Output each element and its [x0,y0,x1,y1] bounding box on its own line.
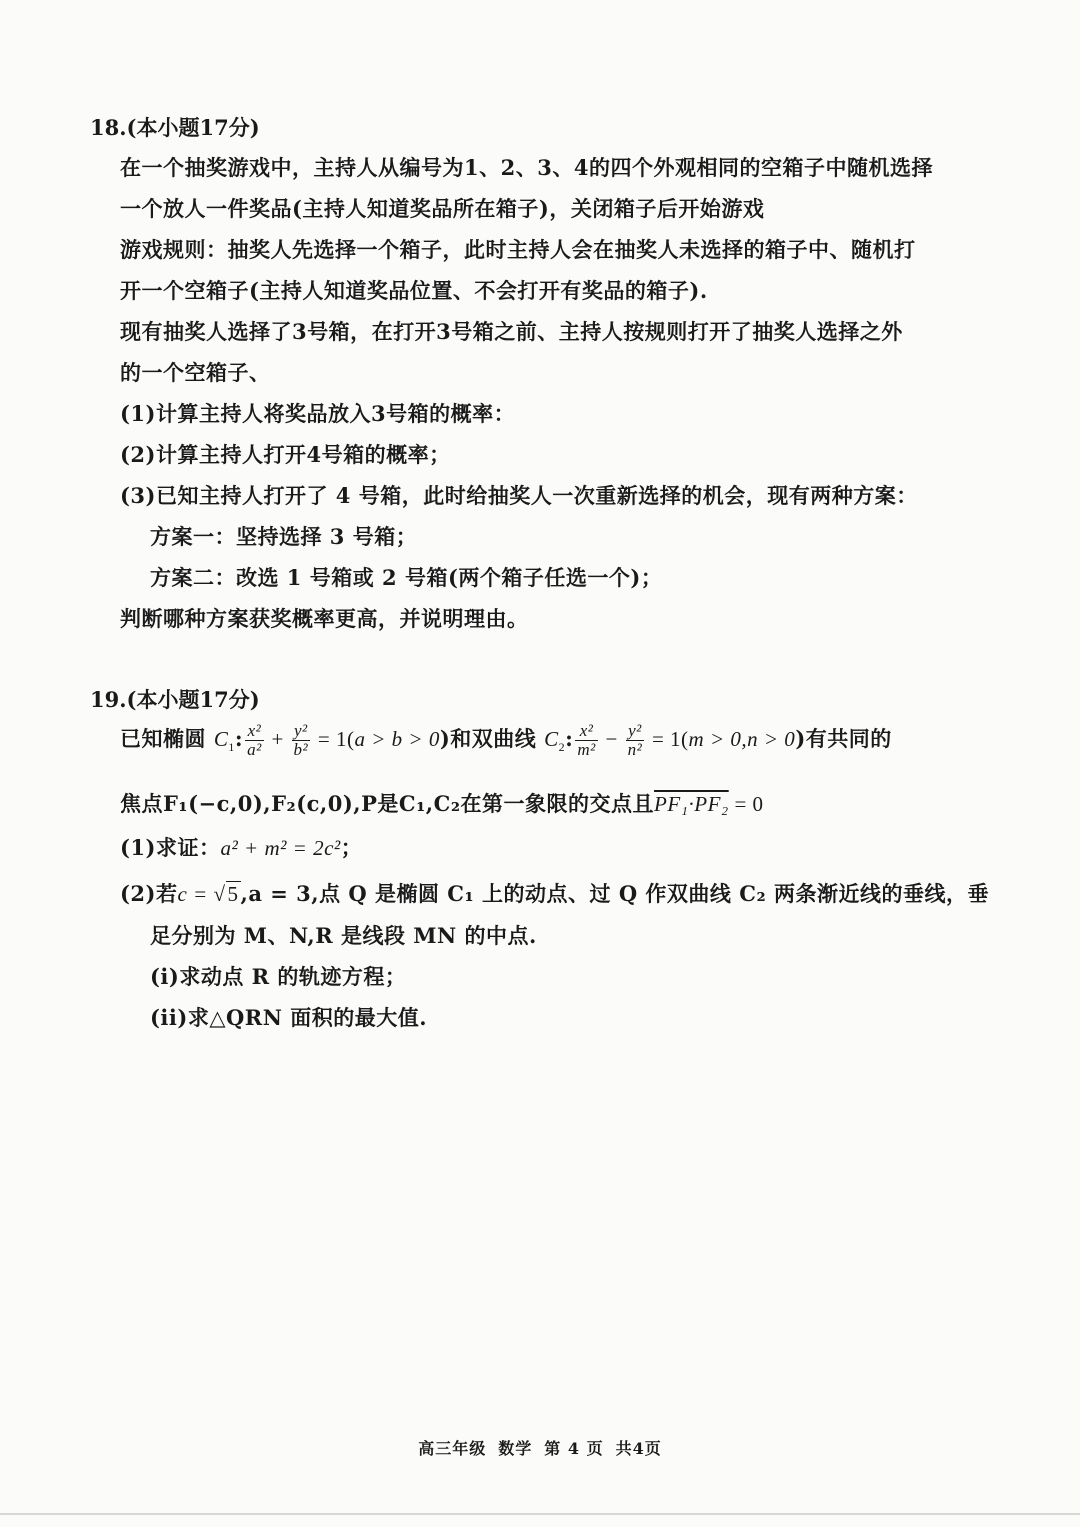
q18-line-3: 游戏规则：抽奖人先选择一个箱子，此时主持人会在抽奖人未选择的箱子中、随机打 [120,237,916,262]
q19-l2-post: = 0 [728,792,764,816]
q19-colon2: : [565,726,574,751]
q19-frac4-den: n² [627,740,643,759]
footer-page: 第 4 页 [544,1439,604,1458]
page-footer [0,1436,1080,1459]
q19-frac-y-n [626,722,645,759]
q19-l3-math: a² + m² = 2c² [220,836,341,860]
q19-frac2-num: y² [292,722,311,741]
footer-total: 共4页 [615,1439,662,1458]
q18-line-6: 的一个空箱子、 [120,360,271,385]
q19-c1-sub: 1 [228,740,235,755]
q19-l2-vectors: PF₁·PF₂ [654,792,729,816]
q19-cond2: m > 0,n > 0 [688,727,796,751]
q19-frac3-num: x² [575,722,597,741]
q19-line-1 [120,722,892,759]
q19-eq1: = 1( [312,727,355,751]
q19-minus: − [599,727,624,751]
q19-part-2 [120,878,989,908]
q19-frac3-den: m² [577,740,596,759]
q18-header: 18.(本小题17分) [90,115,260,140]
q19-header: 19.(本小题17分) [90,687,260,712]
q18-line-5: 现有抽奖人选择了3号箱，在打开3号箱之前、主持人按规则打开了抽奖人选择之外 [120,319,903,344]
footer-grade: 高三年级 [418,1439,487,1458]
q19-post: )有共同的 [795,726,892,751]
q19-c2: C [544,727,559,751]
q19-line-2 [120,788,764,818]
q19-sub-i: (i)求动点 R 的轨迹方程； [150,964,407,989]
q19-frac4-num: y² [626,722,645,741]
q18-part-1: (1)计算主持人将奖品放入3号箱的概率： [120,401,516,426]
q18-option-2: 方案二：改选 1 号箱或 2 号箱(两个箱子任选一个)； [150,565,663,590]
q19-frac-y-b [292,722,311,759]
q18-judge: 判断哪种方案获奖概率更高，并说明理由。 [120,606,529,631]
q19-frac-x-a [245,722,264,759]
q19-sub-ii: (ii)求△QRN 面积的最大值. [150,1005,428,1030]
q18-option-1: 方案一：坚持选择 3 号箱； [150,524,418,549]
footer-subject: 数学 [498,1439,533,1458]
q18-part-2: (2)计算主持人打开4号箱的概率； [120,442,451,467]
q19-colon: : [234,726,244,751]
q18-line-1: 在一个抽奖游戏中，主持人从编号为1、2、3、4的四个外观相同的空箱子中随机选择 [120,155,933,180]
q19-l3-pre: (1)求证： [120,835,221,860]
q19-sqrt [213,881,240,907]
q19-l3-post: ； [340,835,363,860]
q18-line-4: 开一个空箱子(主持人知道奖品位置、不会打开有奖品的箱子). [120,278,708,303]
sqrt-icon: √ [213,882,226,906]
q19-part-1 [120,832,362,862]
q19-l4-post: ,a = 3,点 Q 是椭圆 C₁ 上的动点、过 Q 作双曲线 C₂ 两条渐近线的垂线，垂 [240,881,989,906]
q19-frac1-num: x² [245,722,264,741]
q19-cond1: a > b > 0 [354,727,440,751]
q19-plus: + [265,727,290,751]
q19-mid: )和双曲线 [439,726,545,751]
q19-l4-c: c = [177,882,214,906]
q19-frac2-den: b² [293,740,309,759]
q19-c2-sub: 2 [558,740,566,755]
q19-frac-x-m [575,722,597,759]
q18-line-2: 一个放人一件奖品(主持人知道奖品所在箱子)，关闭箱子后开始游戏 [120,196,765,221]
q19-l4-pre: (2)若 [120,881,178,906]
q19-l2-text: 焦点F₁(−c,0),F₂(c,0),P是C₁,C₂在第一象限的交点且 [120,791,655,816]
q19-eq2: = 1( [646,727,689,751]
q19-c1: C [213,727,229,751]
q19-line-5: 足分别为 M、N,R 是线段 MN 的中点. [150,923,537,948]
bottom-divider [0,1513,1080,1515]
q19-frac1-den: a² [247,740,262,759]
q18-part-3: (3)已知主持人打开了 4 号箱，此时给抽奖人一次重新选择的机会，现有两种方案： [120,483,918,508]
q19-sqrt-radicand: 5 [227,882,239,906]
q19-l1-pre: 已知椭圆 [120,726,214,751]
